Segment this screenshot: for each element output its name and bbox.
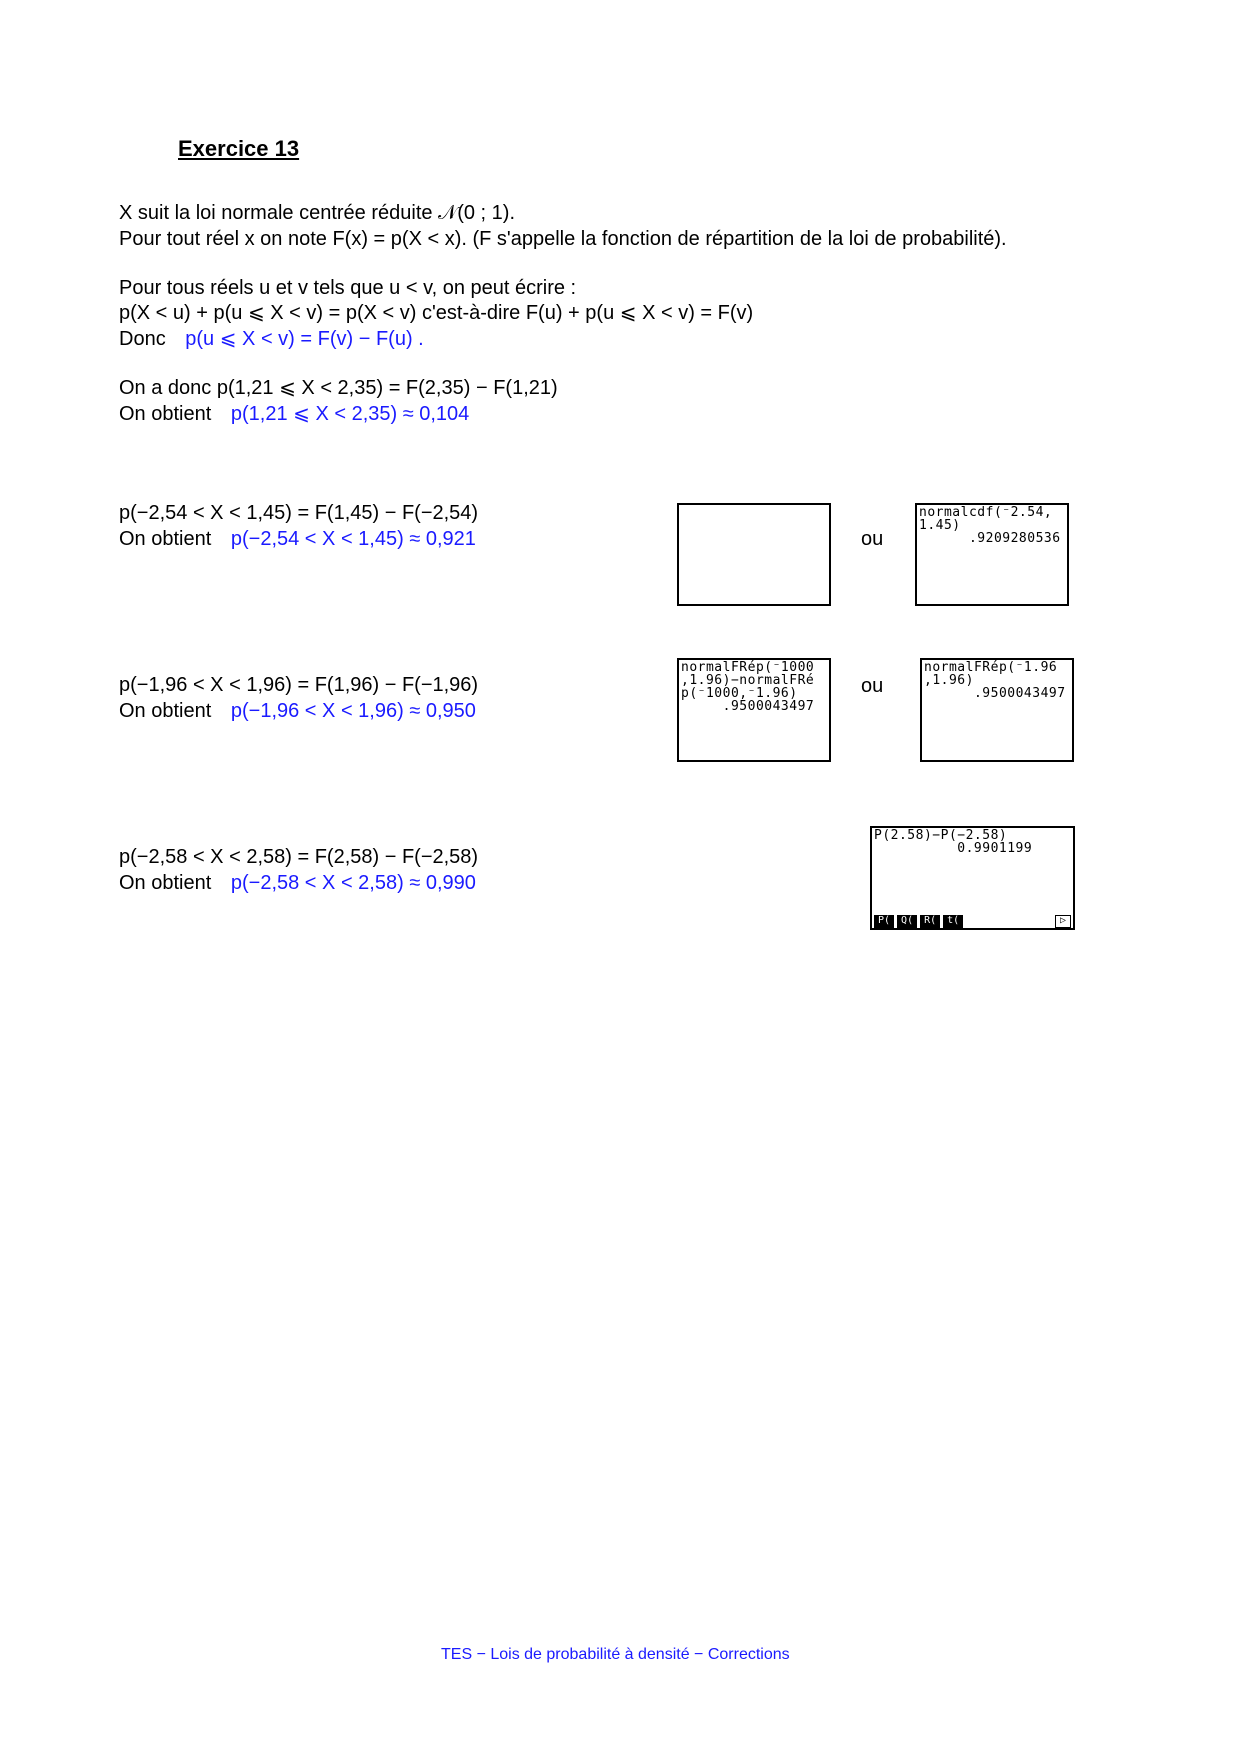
- intro-line-2: Pour tout réel x on note F(x) = p(X < x). (F s'appelle la fonction de répartition de la loi de probabilité).: [119, 228, 1007, 250]
- case3-line-2: [119, 698, 476, 724]
- case3-line-1: p(−1,96 < X < 1,96) = F(1,96) − F(−1,96): [119, 674, 479, 696]
- obtient-label: On obtient: [119, 872, 212, 894]
- case1-line-2: [119, 401, 469, 427]
- calculator-text: P(2.58)−P(−2.58) 0.9901199: [874, 828, 1033, 856]
- intro-line-1: X suit la loi normale centrée réduite 𝒩(0 ; 1).: [119, 202, 516, 224]
- case1-result: p(1,21 ⩽ X < 2,35) ≈ 0,104: [230, 403, 470, 425]
- calculator-screen-normalfrep-diff: [677, 658, 831, 762]
- general-line-2: p(X < u) + p(u ⩽ X < v) = p(X < v) c'est-à-dire F(u) + p(u ⩽ X < v) = F(v): [119, 302, 754, 324]
- case4-line-1: p(−2,58 < X < 2,58) = F(2,58) − F(−2,58): [119, 846, 479, 868]
- menu-key: Q(: [897, 915, 917, 928]
- menu-key: R(: [920, 915, 940, 928]
- calculator-text: normalcdf(⁻2.54, 1.45) .9209280536: [919, 505, 1061, 546]
- case2-line-2: [119, 526, 476, 552]
- donc-formula: p(u ⩽ X < v) = F(v) − F(u) .: [185, 328, 424, 350]
- obtient-label: On obtient: [119, 403, 212, 425]
- calculator-text: normalFRép(⁻1000 ,1.96)−normalFRé p(⁻1000,⁻1.96) .9500043497: [681, 660, 815, 714]
- donc-label: Donc: [119, 328, 166, 350]
- calculator-screen-normalfrep: [920, 658, 1074, 762]
- general-line-1: Pour tous réels u et v tels que u < v, on peut écrire :: [119, 277, 577, 299]
- case2-result: p(−2,54 < X < 1,45) ≈ 0,921: [230, 528, 476, 550]
- or-label: ou: [861, 675, 884, 697]
- case4-line-2: [119, 870, 476, 896]
- calculator-screen-blank: [677, 503, 831, 606]
- obtient-label: On obtient: [119, 528, 212, 550]
- menu-key: t(: [943, 915, 963, 928]
- calculator-screen-casio: [870, 826, 1075, 930]
- general-line-3: [119, 326, 424, 352]
- exercise-title: Exercice 13: [178, 136, 300, 161]
- case1-line-1: On a donc p(1,21 ⩽ X < 2,35) = F(2,35) − F(1,21): [119, 377, 558, 399]
- case3-result: p(−1,96 < X < 1,96) ≈ 0,950: [230, 700, 476, 722]
- function-key-menu: [872, 915, 1073, 928]
- next-arrow-icon: ▷: [1055, 915, 1071, 928]
- case2-line-1: p(−2,54 < X < 1,45) = F(1,45) − F(−2,54): [119, 502, 479, 524]
- obtient-label: On obtient: [119, 700, 212, 722]
- calculator-screen-normalcdf: [915, 503, 1069, 606]
- menu-key: P(: [874, 915, 894, 928]
- or-label: ou: [861, 528, 884, 550]
- case4-result: p(−2,58 < X < 2,58) ≈ 0,990: [230, 872, 476, 894]
- page-footer: TES − Lois de probabilité à densité − Corrections: [441, 1646, 790, 1663]
- calculator-text: normalFRép(⁻1.96 ,1.96) .9500043497: [924, 660, 1066, 701]
